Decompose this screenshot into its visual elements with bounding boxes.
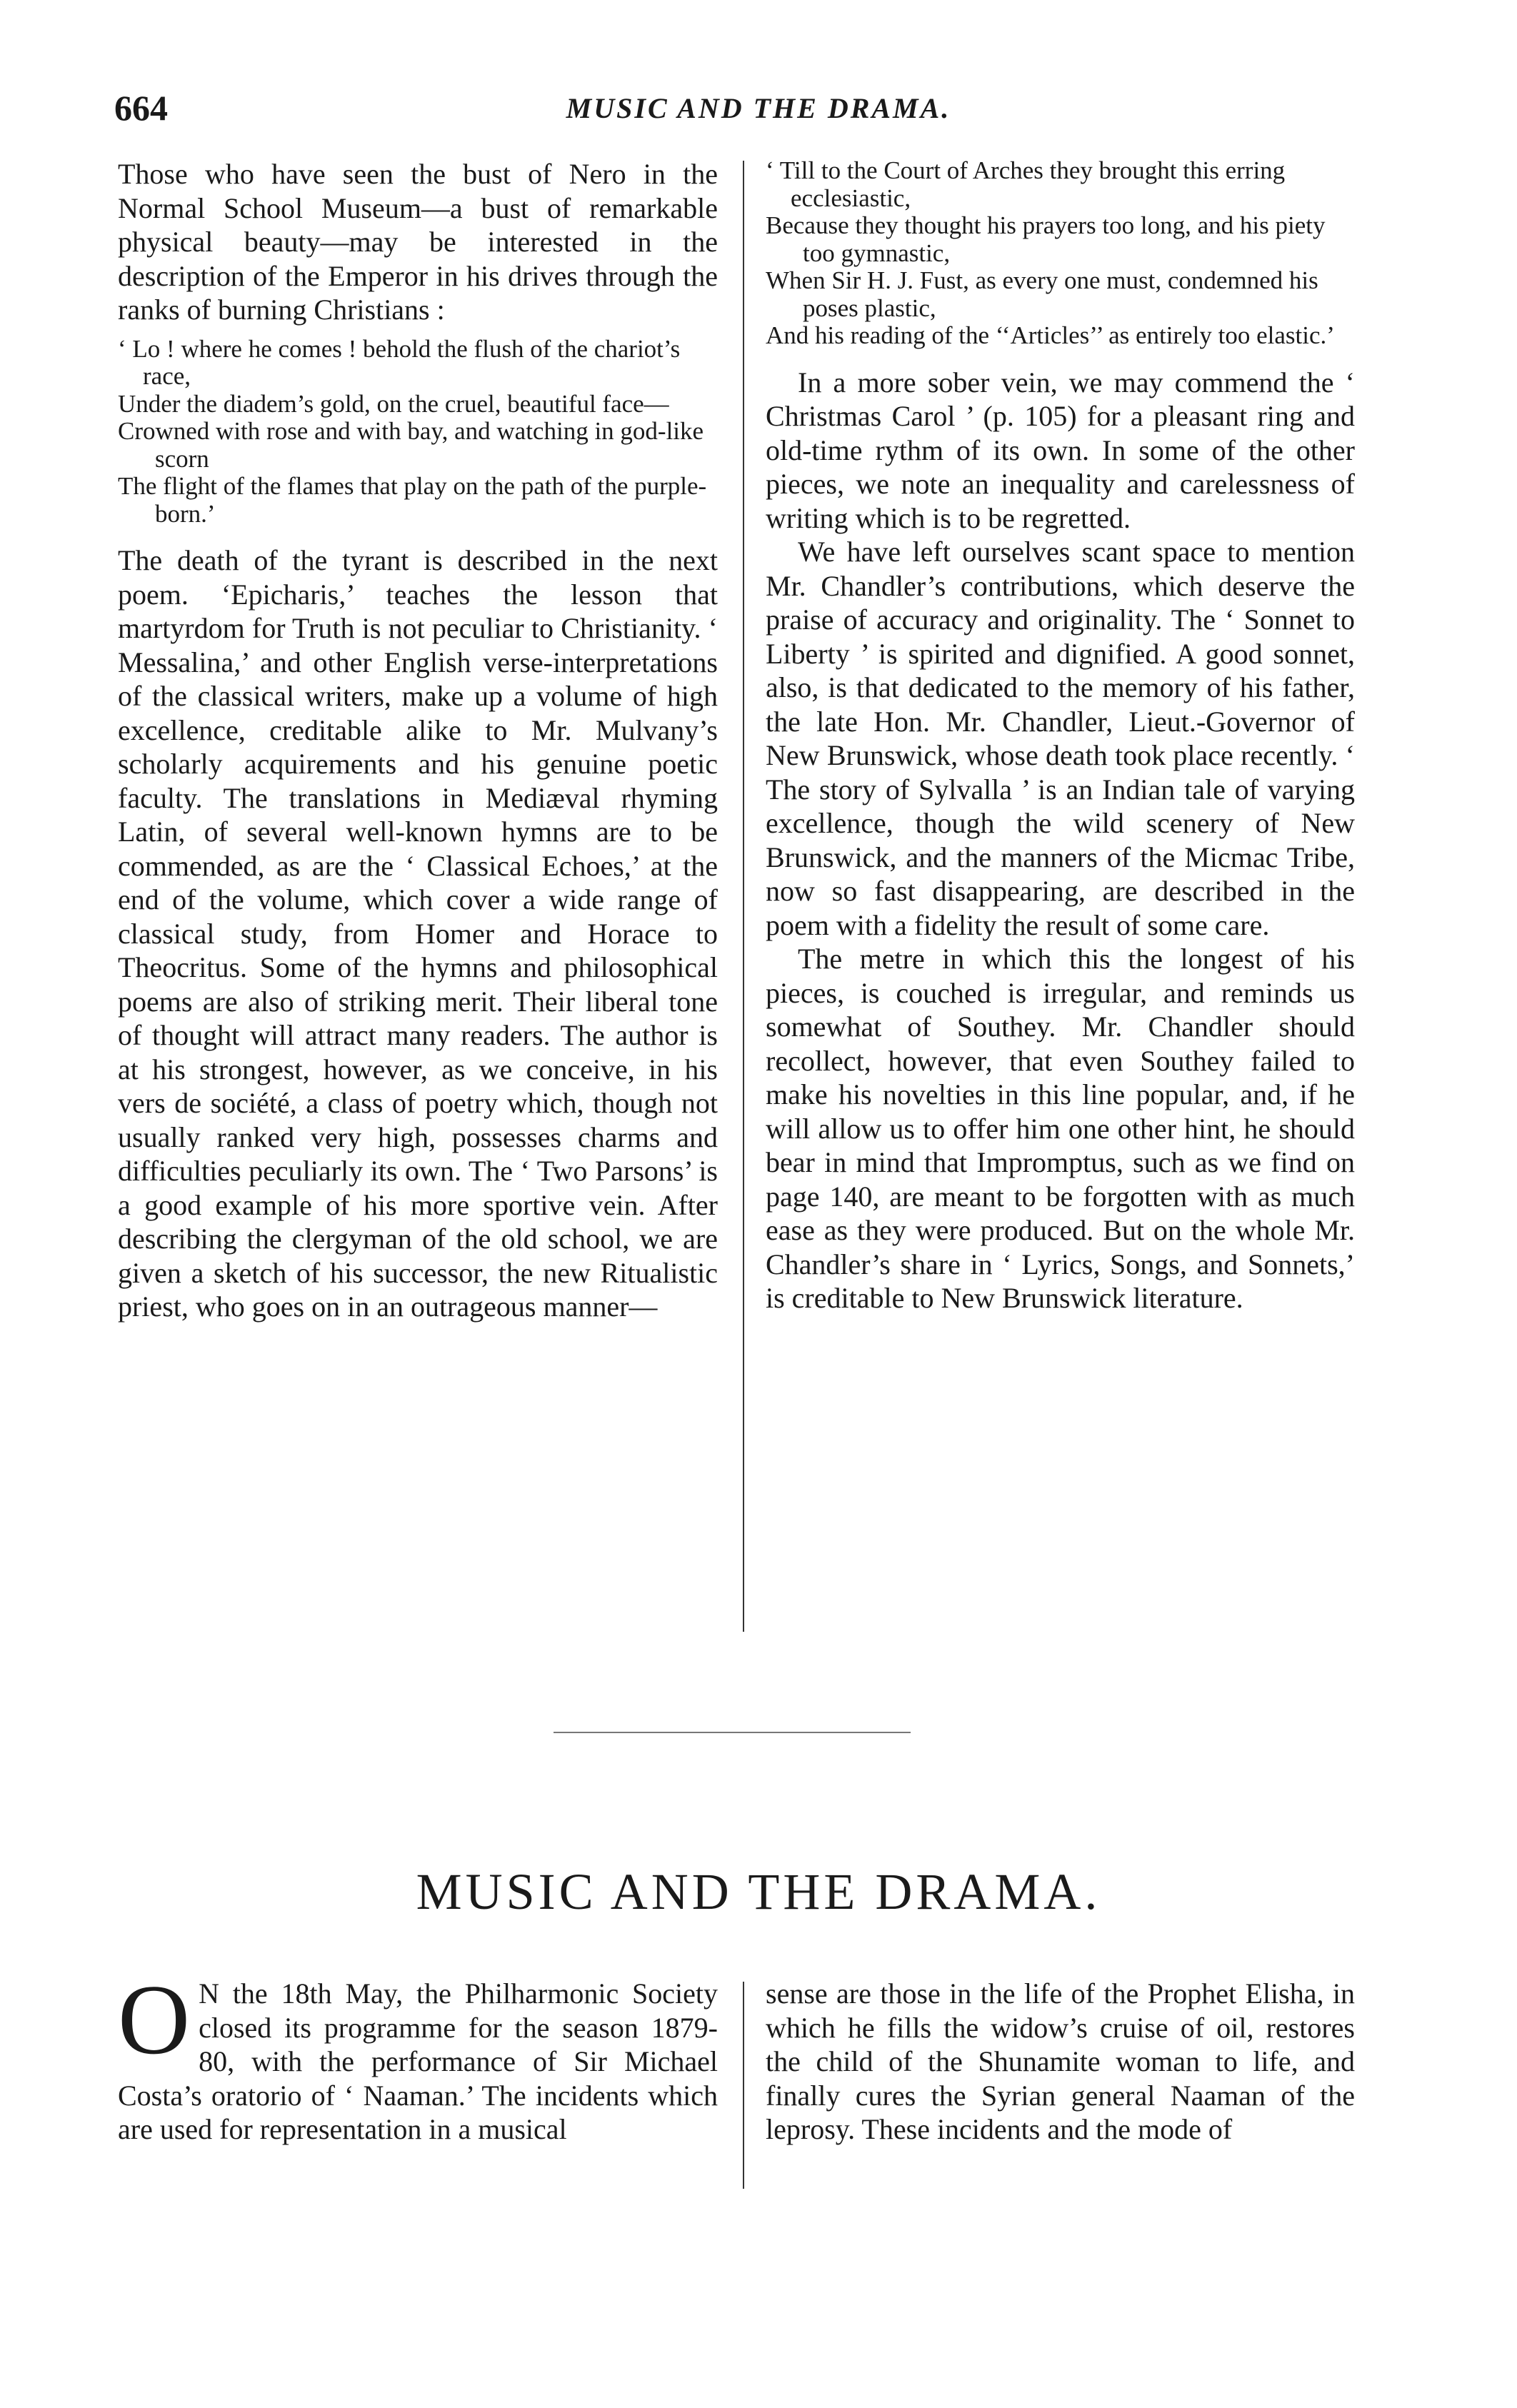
column-divider-bottom bbox=[743, 1982, 744, 2189]
section-left-column bbox=[118, 1965, 718, 2147]
running-title: MUSIC AND THE DRAMA. bbox=[566, 92, 951, 124]
left-body-paragraph: The death of the tyrant is described in the next poem. ‘Epicharis,’ teaches the lesson that martyrdom for Truth is not peculiar to Christianity. ‘ Messalina,’ and other English verse-interpretations of the classical writers, make up a volume of high excellence, creditable alike to Mr. Mulvany’s scholarly acquirements and his genuine poetic faculty. The translations in Mediæval rhyming Latin, of several well-known hymns are to be commended, as are the ‘ Classical Echoes,’ at the end of the volume, which cover a wide range of classical study, from Homer and Horace to Theocritus. Some of the hymns and philosophical poems are also of striking merit. Their liberal tone of thought will attract many readers. The author is at his strongest, however, as we conceive, in his vers de société, a class of poetry which, though not usually ranked very high, possesses charms and difficulties peculiarly its own. The ‘ Two Parsons’ is a good example of his more sportive vein. After describing the clergyman of the old school, we are given a sketch of his successor, the new Ritualistic priest, who goes on in an outrageous manner— bbox=[118, 544, 718, 1323]
section-title: MUSIC AND THE DRAMA. bbox=[416, 1863, 1101, 1920]
right-paragraph-2: We have left ourselves scant space to mention Mr. Chandler’s contributions, which deserve the praise of accuracy and originality. The ‘ Sonnet to Liberty ’ is spirited and dignified. A good sonnet, also, is that dedicated to the memory of his father, the late Hon. Mr. Chandler, Lieut.-Governor of New Brunswick, whose death took place recently. ‘ The story of Sylvalla ’ is an Indian tale of varying excellence, though the wild scenery of New Brunswick, and the manners of the Micmac Tribe, now so fast disappearing, are described in the poem with a fidelity the result of some care. bbox=[766, 536, 1355, 941]
nero-poem bbox=[118, 336, 718, 528]
parsons-poem bbox=[766, 157, 1355, 350]
column-divider-top bbox=[743, 161, 744, 1632]
right-column bbox=[766, 157, 1355, 1315]
poem-line: Crowned with rose and with bay, and watching in god-like scorn bbox=[118, 417, 704, 473]
right-paragraph-1: In a more sober vein, we may commend the ‘ Christmas Carol ’ (p. 105) for a pleasant ring and old-time rythm of its own. In some of the other pieces, we note an inequality and carelessness of writing which is to be regretted. bbox=[766, 366, 1355, 534]
poem-line: ‘ Till to the Court of Arches they brought this erring ecclesiastic, bbox=[766, 156, 1286, 212]
left-intro-paragraph: Those who have seen the bust of Nero in the Normal School Museum—a bust of remarkable physical beauty—may be interested in the description of the Emperor in his drives through the ranks of burning Christians : bbox=[118, 158, 718, 326]
poem-line: And his reading of the ‘‘Articles’’ as entirely too elastic.’ bbox=[766, 321, 1335, 349]
poem-line: ‘ Lo ! where he comes ! behold the flush of the chariot’s race, bbox=[118, 334, 681, 390]
section-separator bbox=[554, 1732, 911, 1733]
page-number: 664 bbox=[114, 88, 168, 128]
section-left-paragraph bbox=[118, 1965, 718, 2147]
poem-line: When Sir H. J. Fust, as every one must, condemned his poses plastic, bbox=[766, 266, 1318, 322]
poem-line: Under the diadem’s gold, on the cruel, beautiful face— bbox=[118, 389, 669, 418]
left-column bbox=[118, 157, 718, 1324]
right-paragraph-3: The metre in which this the longest of his pieces, is couched is irregular, and reminds us somewhat of Southey. Mr. Chandler should recollect, however, that even Southey failed to make his novelties in this line popular, and, if he will allow us to offer him one other hint, he should bear in mind that Impromptus, such as we find on page 140, are meant to be forgotten with as much ease as they were produced. But on the whole Mr. Chandler’s share in ‘ Lyrics, Songs, and Sonnets,’ is creditable to New Brunswick literature. bbox=[766, 943, 1355, 1314]
section-right-column bbox=[766, 1977, 1355, 2147]
poem-line: The flight of the flames that play on the path of the purple-born.’ bbox=[118, 472, 707, 528]
poem-line: Because they thought his prayers too long, and his piety too gymnastic, bbox=[766, 211, 1326, 267]
section-right-paragraph: sense are those in the life of the Prophet Elisha, in which he fills the widow’s cruise of oil, restores the child of the Shunamite woman to life, and finally cures the Syrian general Naaman of the leprosy. These incidents and the mode of bbox=[766, 1977, 1355, 2145]
section-left-text: N the 18th May, the Philharmonic Society closed its programme for the season 1879-80, with the performance of Sir Michael Costa’s oratorio of ‘ Naaman.’ The incidents which are used for representation in a musical bbox=[118, 1977, 718, 2145]
drop-cap: O bbox=[118, 1965, 191, 2075]
